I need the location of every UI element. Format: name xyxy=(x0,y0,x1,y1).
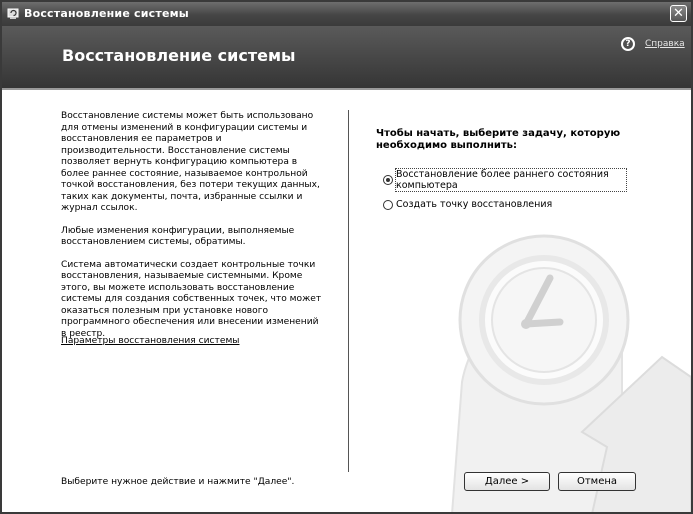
bottom-hint: Выберите нужное действие и нажмите "Далее". xyxy=(61,477,295,487)
window-title: Восстановление системы xyxy=(24,7,189,20)
restore-settings-link[interactable]: Параметры восстановления системы xyxy=(61,336,240,346)
help-link[interactable]: Справка xyxy=(645,39,685,49)
page-title: Восстановление системы xyxy=(62,46,296,65)
header-banner xyxy=(2,26,691,88)
next-button[interactable]: Далее > xyxy=(464,472,550,491)
description-paragraph-3: Система автоматически создает контрольные точки восстановления, называемые системными. Кроме этого, вы можете использовать восстановление системы для создания собственных точек, что может оказаться полезным при установке нового программного обеспечения или внесении изменений в реестр. xyxy=(61,259,322,339)
cancel-button[interactable]: Отмена xyxy=(558,472,636,491)
description-paragraph-2: Любые изменения конфигурации, выполняемые восстановлением системы, обратимы. xyxy=(61,225,295,247)
description-text xyxy=(61,111,326,351)
vertical-divider xyxy=(348,110,349,472)
description-paragraph-1: Восстановление системы может быть использовано для отмены изменений в конфигурации системы и восстановления ее параметров и производительности. Восстановление системы позволяет вернуть конфигурацию компьютера в более раннее состояние, называемое контрольной точкой восстановления, без потери текущих данных, таких как документы, почта, избранные ссылки и журнал ссылок. xyxy=(61,111,320,213)
help-icon[interactable]: ? xyxy=(621,37,635,51)
radio-create-point[interactable] xyxy=(383,200,393,210)
radio-restore-earlier[interactable] xyxy=(383,175,393,185)
option-restore-earlier-label[interactable]: Восстановление более раннего состояния компьютера xyxy=(396,169,626,191)
task-prompt: Чтобы начать, выберите задачу, которую необходимо выполнить: xyxy=(376,128,621,151)
header-divider xyxy=(2,88,691,90)
system-restore-icon xyxy=(7,7,20,20)
option-create-point-label[interactable]: Создать точку восстановления xyxy=(396,199,553,210)
close-button[interactable]: ✕ xyxy=(670,5,687,22)
title-bar xyxy=(2,2,691,26)
